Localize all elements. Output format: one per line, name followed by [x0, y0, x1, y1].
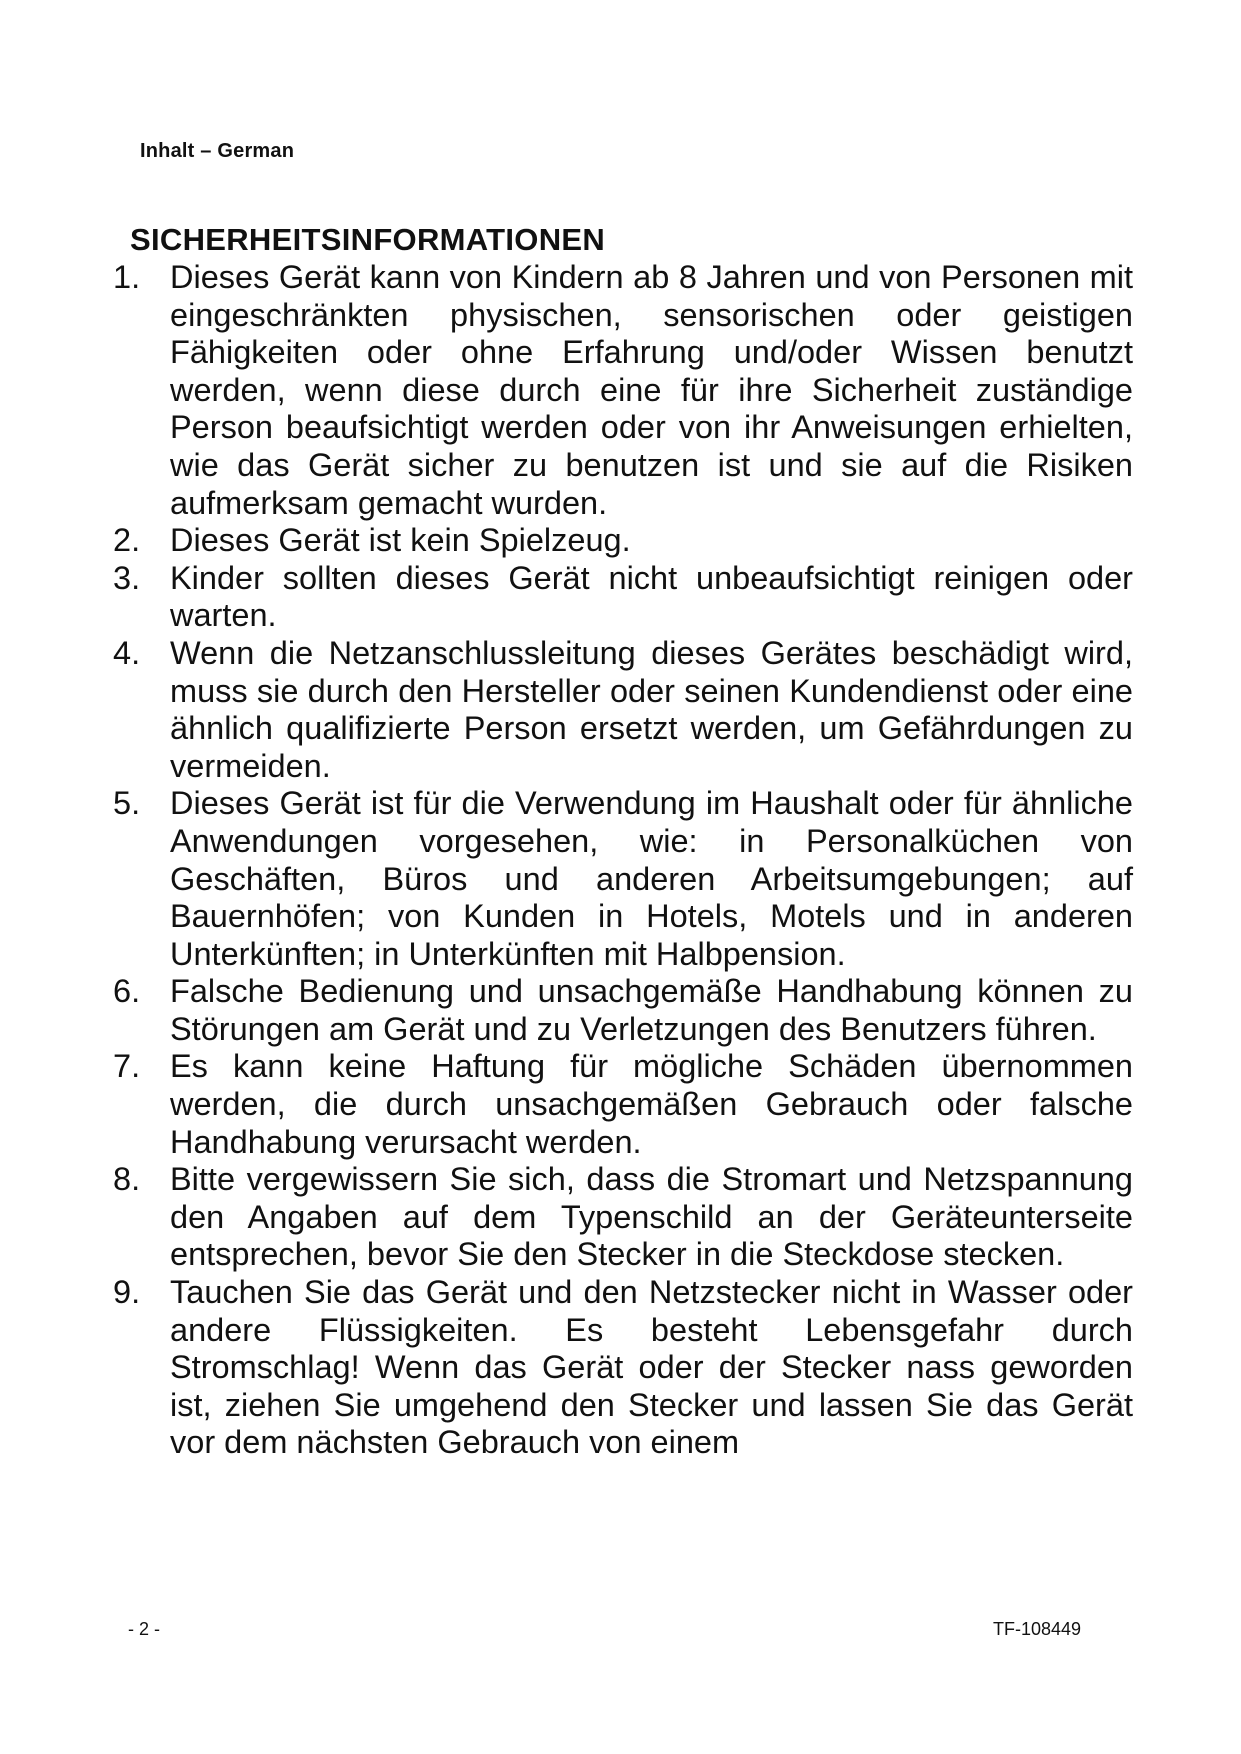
document-code: TF-108449: [993, 1619, 1082, 1639]
list-item-number: 7.: [113, 1048, 141, 1085]
list-item-text: Dieses Gerät ist kein Spielzeug.: [170, 522, 631, 559]
list-item-number: 2.: [113, 522, 141, 559]
list-item-number: 6.: [113, 973, 141, 1010]
list-item: [113, 522, 1133, 560]
section-title: SICHERHEITSINFORMATIONEN: [130, 222, 606, 257]
list-item-text: Bitte vergewissern Sie sich, dass die Stromart und Netzspannung den Angaben auf dem Typenschild an der Geräteunterseite entsprechen, bevor Sie den Stecker in die Steckdose stecken.: [170, 1161, 1133, 1273]
list-item: [113, 785, 1133, 973]
list-item-text: Falsche Bedienung und unsachgemäße Handhabung können zu Störungen am Gerät und zu Verletzungen des Benutzers führen.: [170, 973, 1133, 1047]
list-item-number: 9.: [113, 1274, 141, 1311]
list-item-text: Dieses Gerät ist für die Verwendung im Haushalt oder für ähnliche Anwendungen vorgesehen, wie: in Personalküchen von Geschäften, Büros und anderen Arbeitsumgebungen; auf Bauernhöfen; von Kunden in Hotels, Motels und in anderen Unterkünften; in Unterkünften mit Halbpension.: [170, 785, 1133, 972]
header-language-label: Inhalt – German: [140, 140, 295, 162]
safety-info-list: [113, 259, 1133, 1462]
list-item-text: Es kann keine Haftung für mögliche Schäden übernommen werden, die durch unsachgemäßen Gebrauch oder falsche Handhabung verursacht werden.: [170, 1048, 1133, 1160]
list-item-text: Kinder sollten dieses Gerät nicht unbeaufsichtigt reinigen oder warten.: [170, 559, 1133, 634]
list-item-text: Wenn die Netzanschlussleitung dieses Gerätes beschädigt wird, muss sie durch den Hersteller oder seinen Kundendienst oder eine ähnlich qualifizierte Person ersetzt werden, um Gefährdungen zu vermeiden.: [170, 634, 1133, 784]
list-item-number: 5.: [113, 785, 141, 822]
page-number: - 2 -: [128, 1619, 161, 1639]
list-item-text: Dieses Gerät kann von Kindern ab 8 Jahren und von Personen mit eingeschränkten physischen, sensorischen oder geistigen Fähigkeiten oder ohne Erfahrung und/oder Wissen benutzt werden, wenn diese durch eine für ihre Sicherheit zuständige Person beaufsichtigt werden oder von ihr Anweisungen erhielten, wie das Gerät sicher zu benutzen ist und sie auf die Risiken aufmerksam gemacht wurden.: [170, 259, 1133, 521]
list-item-number: 4.: [113, 634, 141, 671]
list-item: [113, 560, 1133, 635]
list-item: [113, 1274, 1133, 1462]
list-item-text: Tauchen Sie das Gerät und den Netzstecker nicht in Wasser oder andere Flüssigkeiten. Es besteht Lebensgefahr durch Stromschlag! Wenn das Gerät oder der Stecker nass geworden ist, ziehen Sie umgehend den Stecker und lassen Sie das Gerät vor dem nächsten Gebrauch von einem: [170, 1274, 1133, 1461]
list-item: [113, 259, 1133, 522]
list-item-number: 3.: [113, 559, 141, 596]
list-item-number: 1.: [113, 259, 141, 295]
list-item-number: 8.: [113, 1161, 141, 1198]
list-item: [113, 1048, 1133, 1161]
list-item: [113, 1161, 1133, 1274]
list-item: [113, 973, 1133, 1048]
list-item: [113, 635, 1133, 785]
